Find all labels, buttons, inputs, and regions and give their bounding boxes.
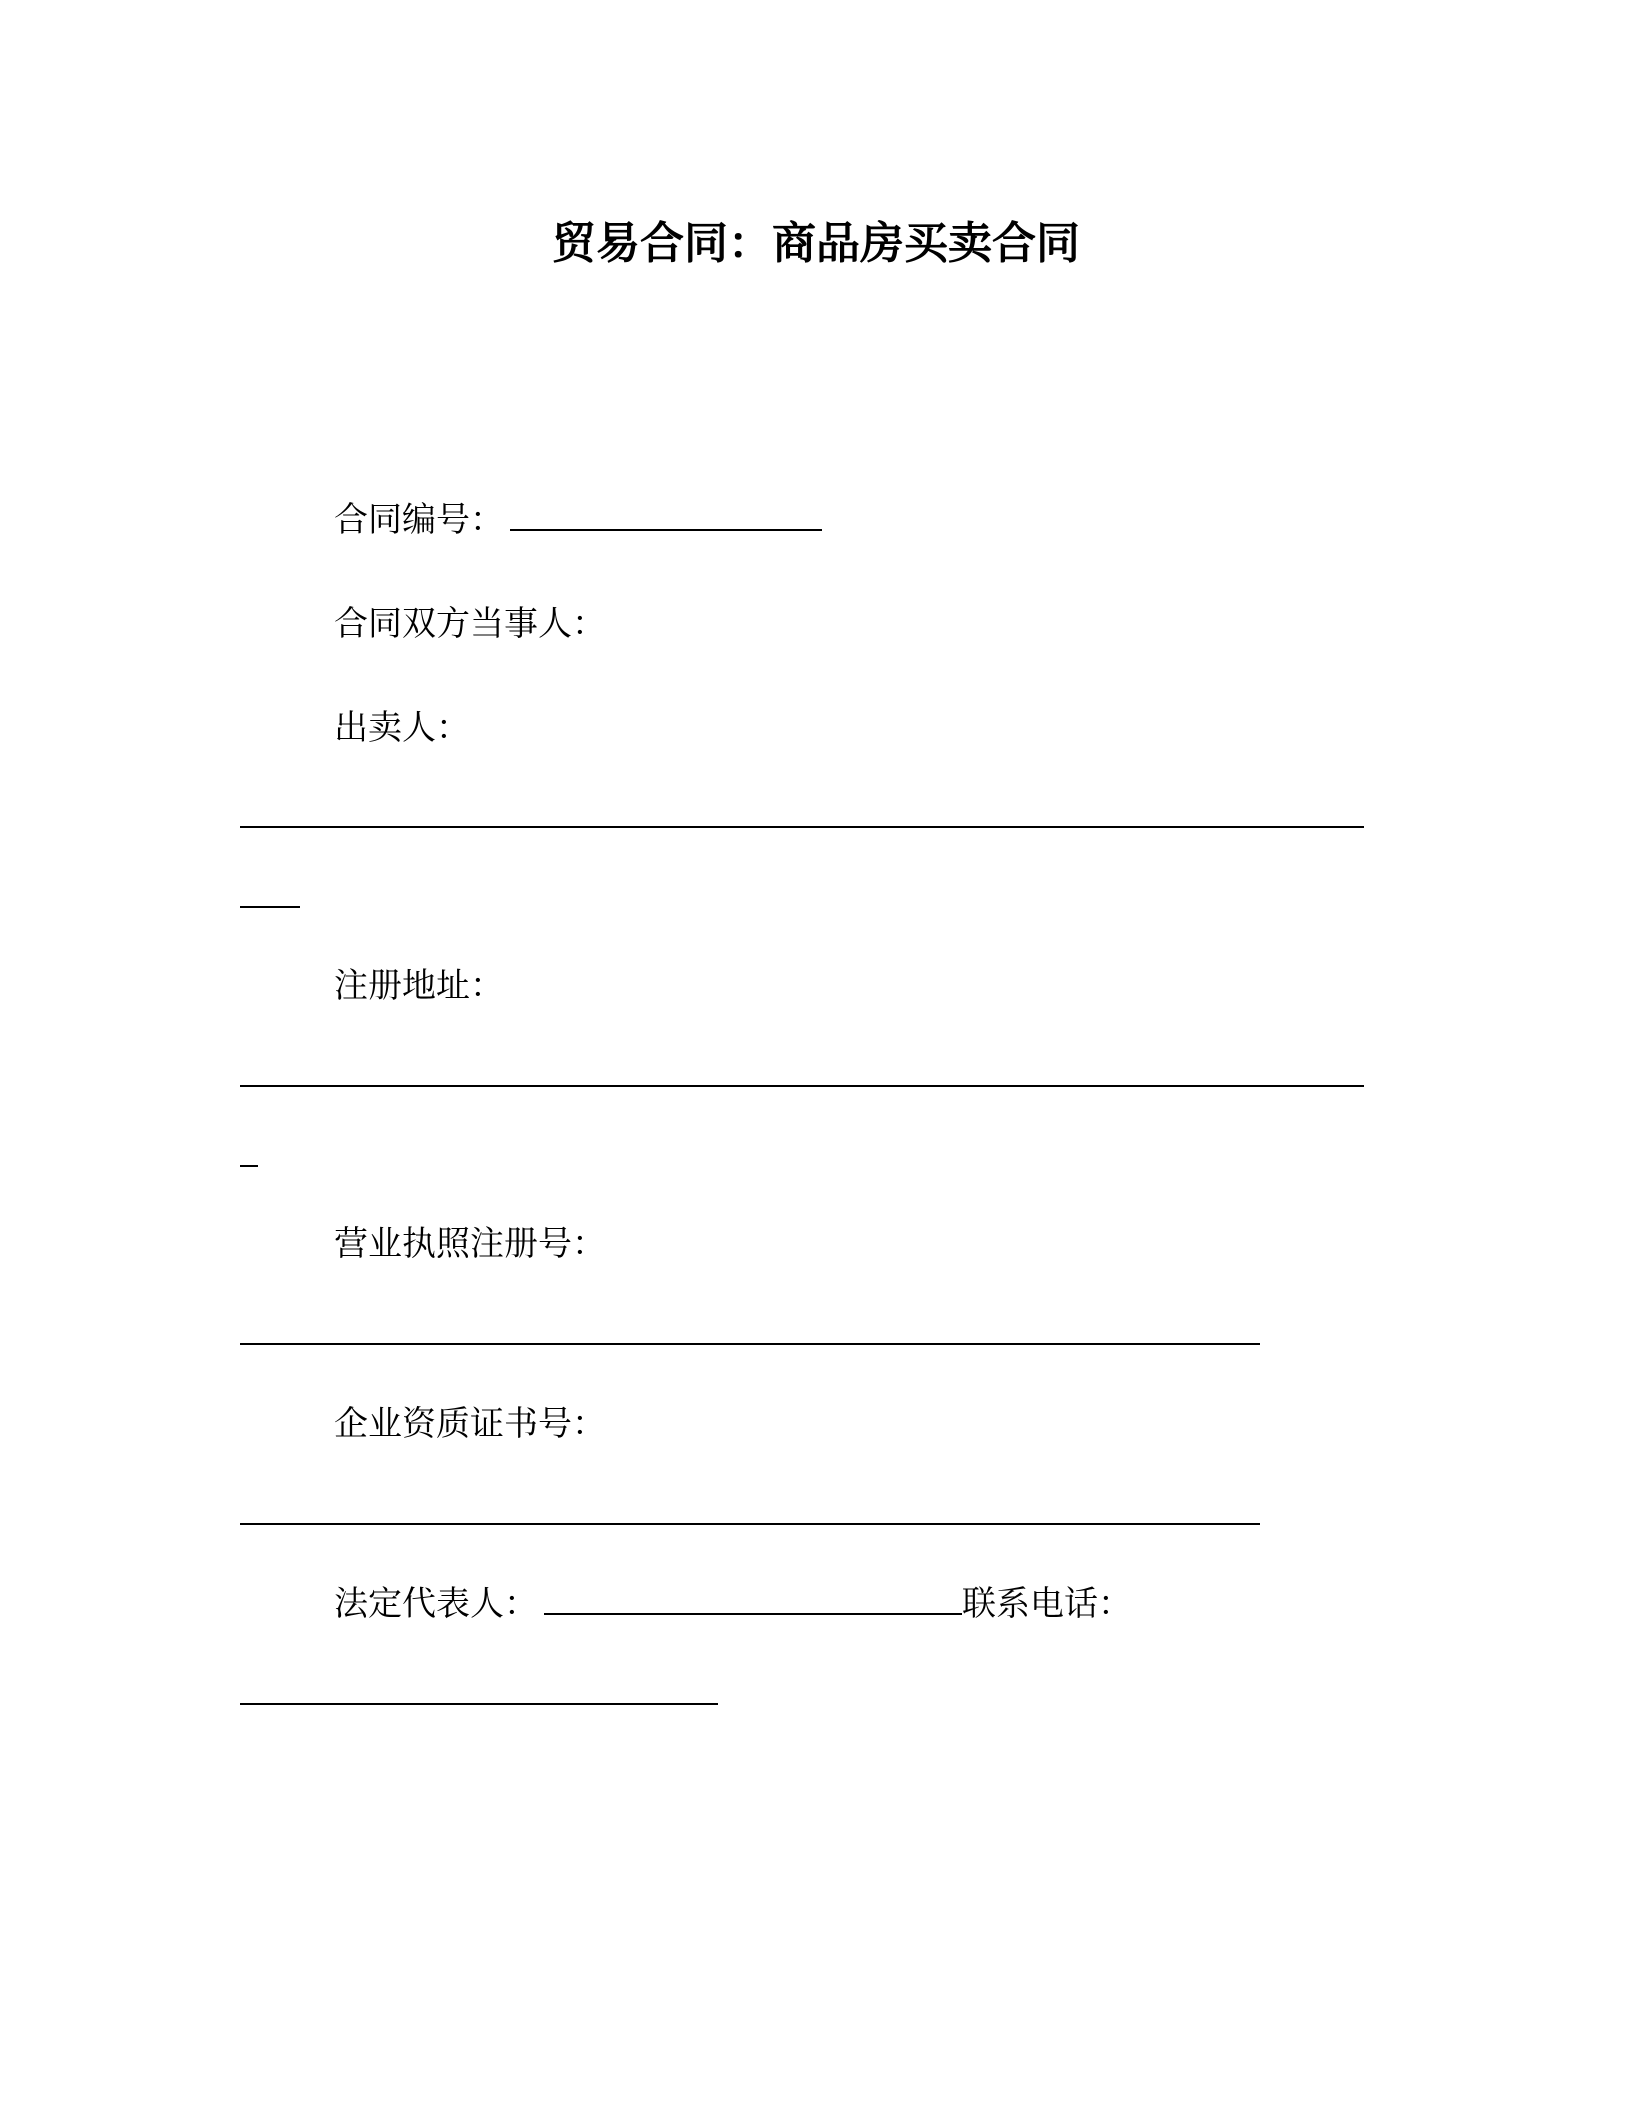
legal-rep-row — [334, 1582, 1132, 1626]
phone-blank-line[interactable] — [240, 1703, 718, 1705]
seller-label: 出卖人： — [334, 708, 470, 748]
seller-blank-line-1[interactable] — [240, 826, 1364, 828]
contract-number-blank[interactable] — [510, 499, 822, 531]
license-label: 营业执照注册号： — [334, 1224, 606, 1264]
document-title: 贸易合同：商品房买卖合同 — [552, 218, 1080, 269]
parties-label: 合同双方当事人： — [334, 604, 606, 644]
license-blank-line[interactable] — [240, 1343, 1260, 1345]
legal-rep-blank[interactable] — [544, 1583, 962, 1615]
seller-blank-line-2[interactable] — [240, 906, 300, 908]
address-blank-line-2[interactable] — [240, 1165, 258, 1167]
address-label: 注册地址： — [334, 966, 504, 1006]
contract-number-label: 合同编号： — [334, 500, 504, 540]
qualification-blank-line[interactable] — [240, 1523, 1260, 1525]
phone-label: 联系电话： — [962, 1584, 1132, 1624]
contract-number-row — [334, 498, 822, 542]
legal-rep-label: 法定代表人： — [334, 1584, 538, 1624]
address-blank-line-1[interactable] — [240, 1085, 1364, 1087]
qualification-label: 企业资质证书号： — [334, 1404, 606, 1444]
